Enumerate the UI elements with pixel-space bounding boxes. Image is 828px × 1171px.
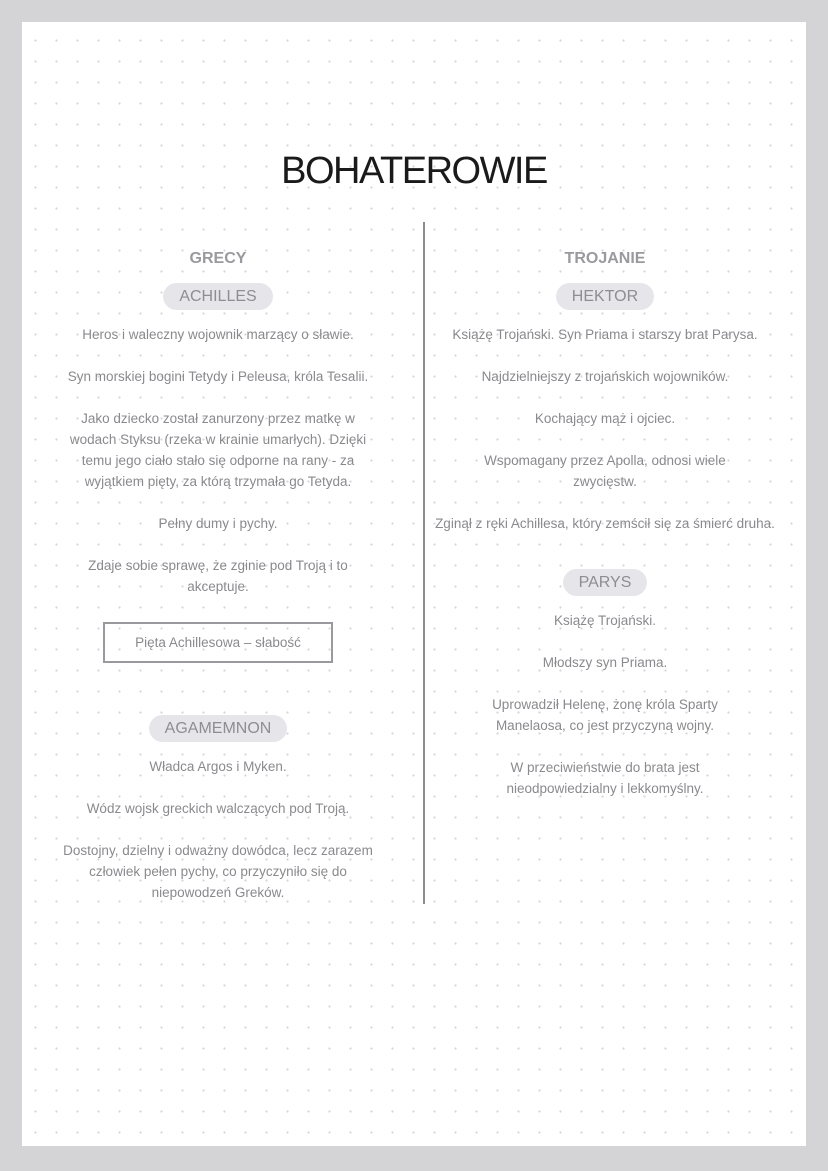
trojans-heading: TROJANIE [564, 250, 646, 267]
achilles-paragraph: Zdaje sobie sprawę, że zginie pod Troją i to akceptuje. [88, 558, 348, 594]
achilles-paragraph: Syn morskiej bogini Tetydy i Peleusa, króla Tesalii. [67, 369, 369, 384]
trojans-column [435, 248, 775, 820]
parys-label: PARYS [563, 569, 648, 596]
parys-paragraph: Młodszy syn Priama. [542, 655, 668, 670]
hektor-paragraph: Wspomagany przez Apolla, odnosi wiele zwycięstw. [484, 453, 726, 489]
agamemnon-label: AGAMEMNON [149, 715, 288, 742]
achilles-paragraph: Jako dziecko został zanurzony przez matkę w wodach Styksu (rzeka w krainie umarłych). Dzięki temu jego ciało stało się odporne na rany - za wyjątkiem pięty, za którą trzymała go Tetyda. [69, 411, 367, 489]
hektor-paragraph: Książę Trojański. Syn Priama i starszy brat Parysa. [452, 327, 758, 342]
greeks-heading: GRECY [189, 250, 247, 267]
parys-paragraph: W przeciwieństwie do brata jest nieodpowiedzialny i lekkomyślny. [506, 760, 704, 796]
hektor-label: HEKTOR [556, 283, 654, 310]
page-title: BOHATEROWIE [281, 150, 547, 192]
greeks-column [48, 248, 388, 924]
achilles-weakness-box: Pięta Achillesowa – słabość [103, 622, 333, 663]
achilles-paragraph: Heros i waleczny wojownik marzący o sławie. [82, 327, 354, 342]
parys-paragraph: Uprowadził Helenę, żonę króla Sparty Manelaosa, co jest przyczyną wojny. [492, 697, 718, 733]
agamemnon-paragraph: Dostojny, dzielny i odważny dowódca, lecz zarazem człowiek pełen pychy, co przyczyniło się do niepowodzeń Greków. [63, 843, 373, 900]
hektor-paragraph: Kochający mąż i ojciec. [534, 411, 676, 426]
parys-paragraph: Książę Trojański. [553, 613, 657, 628]
hektor-paragraph: Najdzielniejszy z trojańskich wojowników. [481, 369, 729, 384]
achilles-paragraph: Pełny dumy i pychy. [158, 516, 278, 531]
agamemnon-paragraph: Wódz wojsk greckich walczących pod Troją. [86, 801, 350, 816]
hektor-paragraph: Zginął z ręki Achillesa, który zemścił się za śmierć druha. [435, 516, 775, 531]
achilles-label: ACHILLES [163, 283, 272, 310]
column-divider [423, 222, 425, 904]
agamemnon-paragraph: Władca Argos i Myken. [149, 759, 287, 774]
document-page [22, 22, 806, 1146]
